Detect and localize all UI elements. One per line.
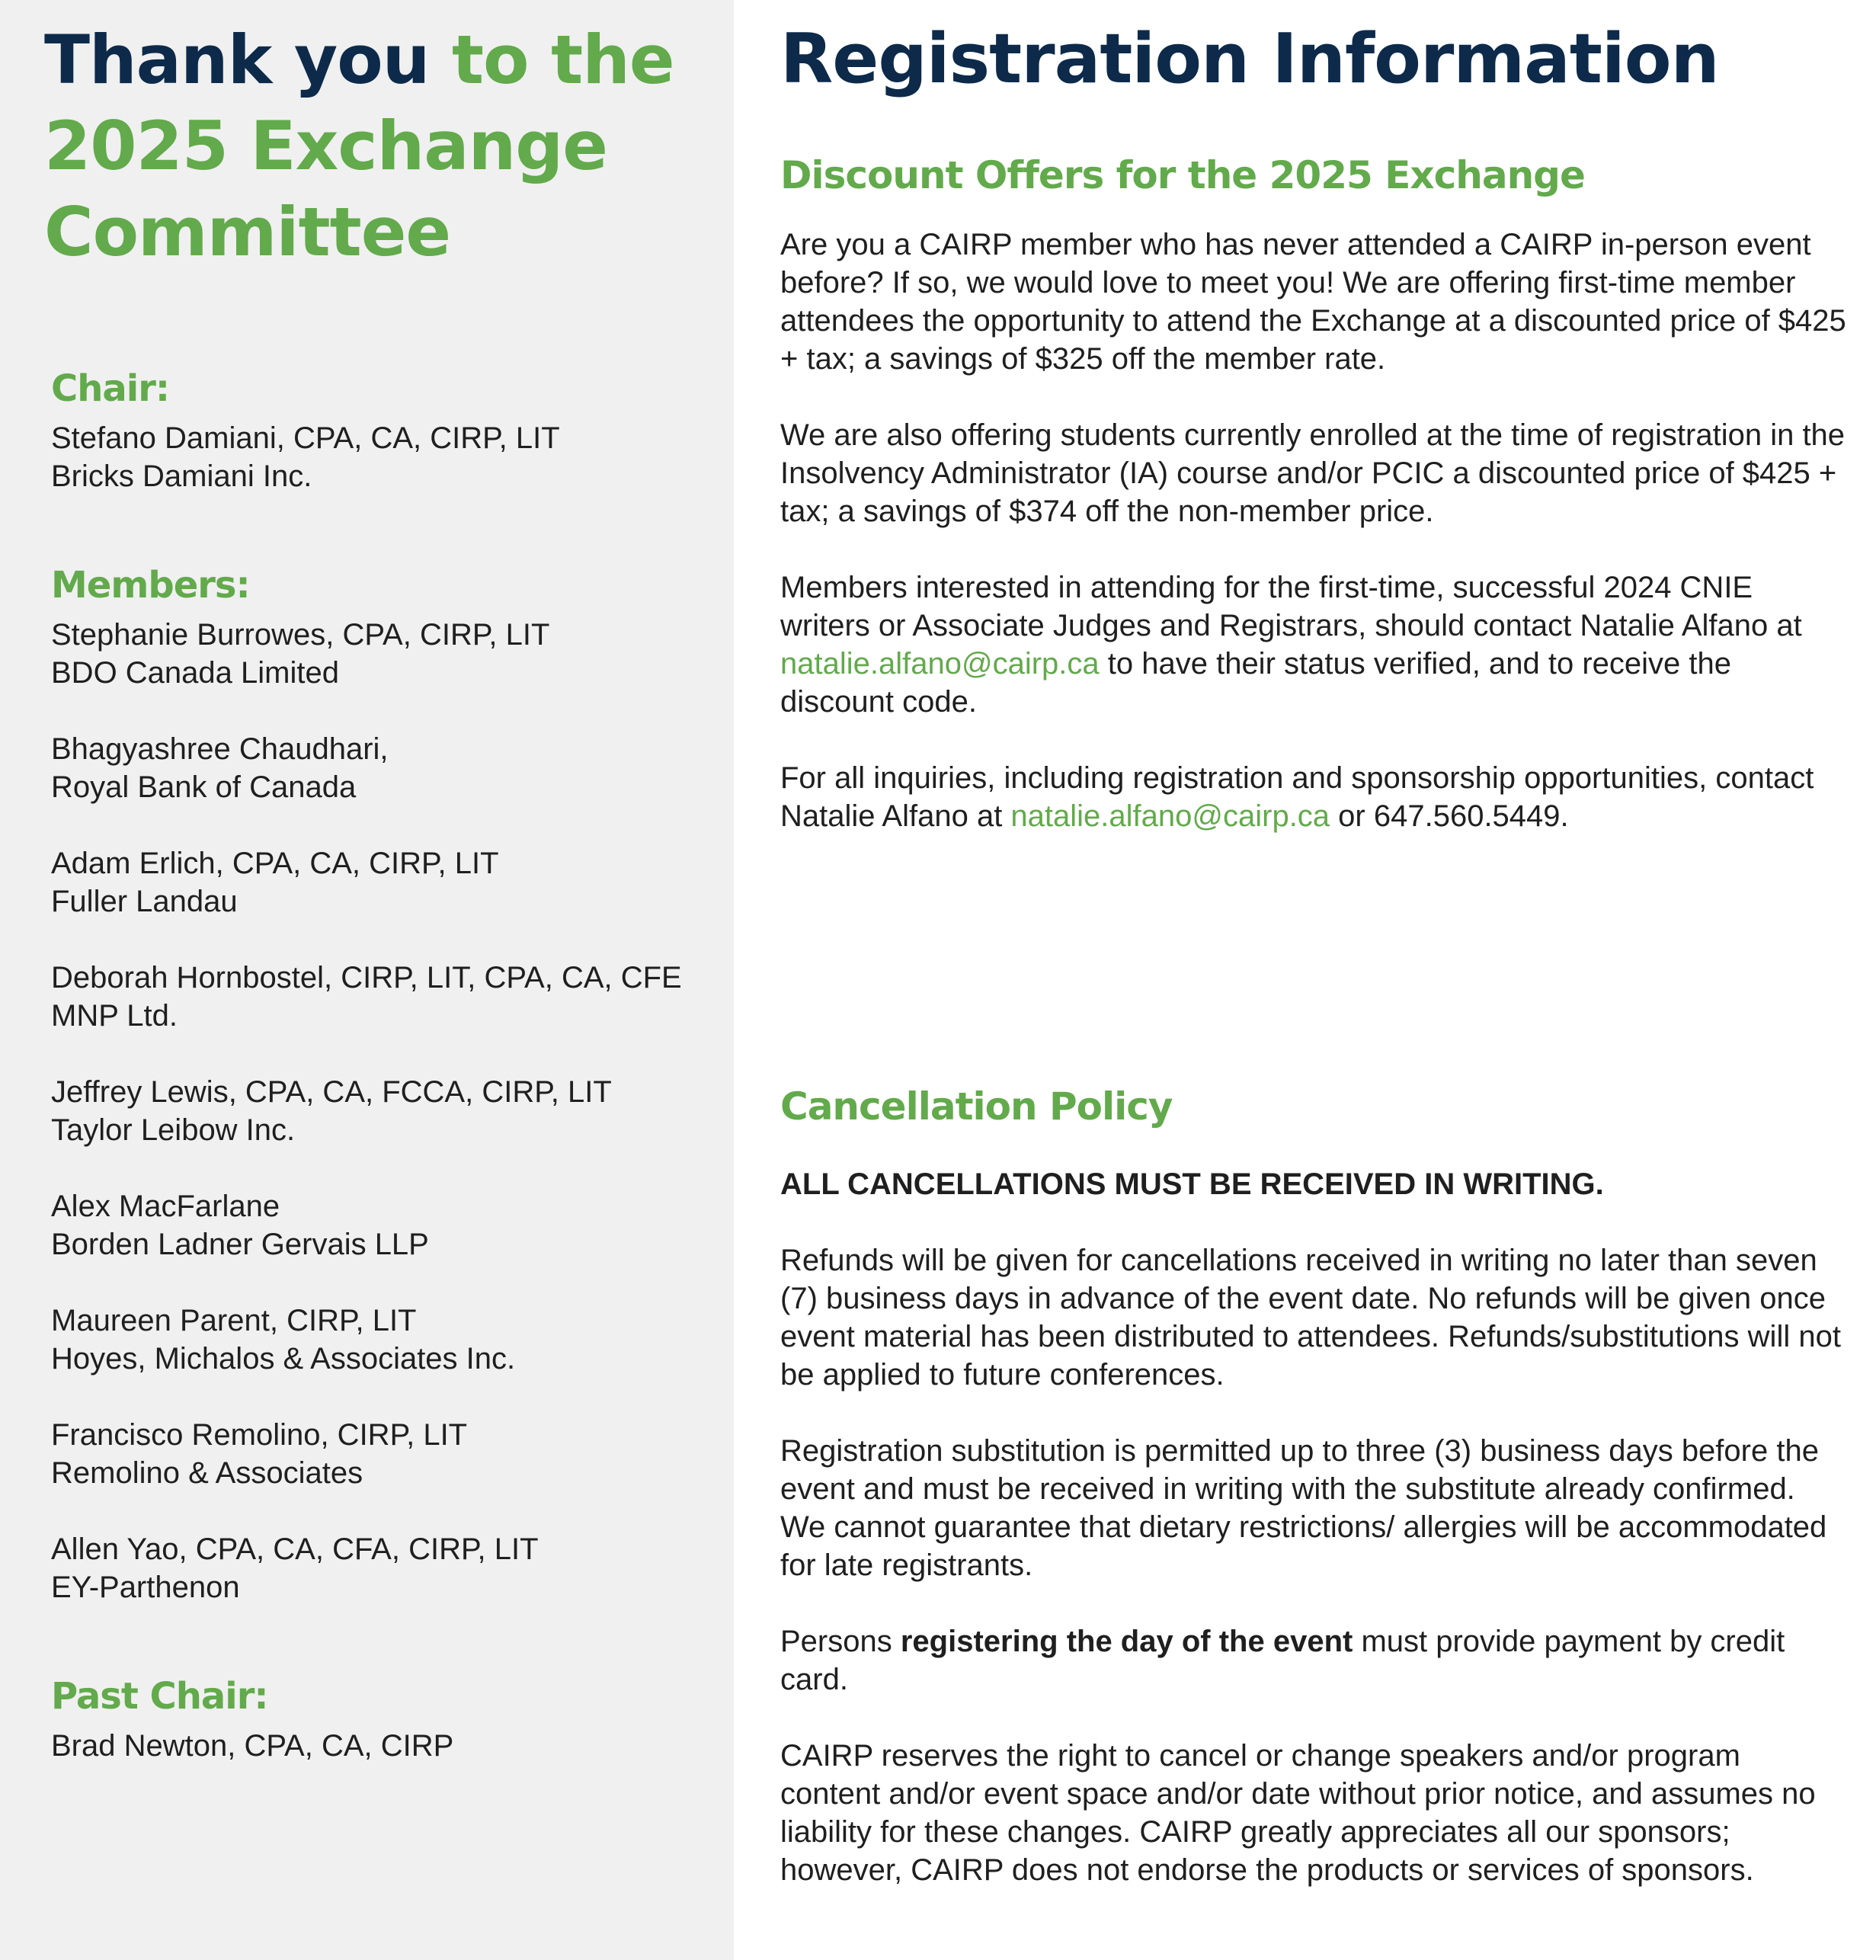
cancellation-notice: ALL CANCELLATIONS MUST BE RECEIVED IN WRITING.	[780, 1167, 1604, 1201]
member-org: Fuller Landau	[51, 885, 238, 918]
member-entry	[51, 730, 682, 806]
policy-paragraph: CAIRP reserves the right to cancel or change speakers and/or program content and/or event space and/or date without prior notice, and assumes no liability for these changes. CAIRP greatly appreciates all our sponsors; however, CAIRP does not endorse the products or services of sponsors.	[780, 1739, 1816, 1887]
member-entry	[51, 1302, 682, 1378]
past-chair-heading: Past Chair:	[51, 1675, 268, 1718]
chair-heading: Chair:	[51, 367, 170, 410]
committee-title	[44, 17, 674, 275]
member-entry	[51, 844, 682, 921]
member-org: Remolino & Associates	[51, 1456, 363, 1490]
chair-name: Stefano Damiani, CPA, CA, CIRP, LIT	[51, 421, 560, 455]
registration-title: Registration Information	[780, 19, 1719, 99]
contact-text: to have their status verified, and to receive the discount code.	[780, 647, 1731, 719]
member-name: Stephanie Burrowes, CPA, CIRP, LIT	[51, 618, 550, 652]
title-committee: Committee	[44, 193, 451, 271]
policy-paragraph	[780, 1622, 1847, 1699]
discount-paragraph: We are also offering students currently enrolled at the time of registration in the Insolvency Administrator (IA) course and/or PCIC a discounted price of $425 + tax; a savings of $374 off the non-member price.	[780, 418, 1846, 528]
member-name: Bhagyashree Chaudhari,	[51, 732, 389, 766]
member-entry	[51, 616, 682, 692]
member-org: Taylor Leibow Inc.	[51, 1113, 296, 1147]
policy-emphasis: registering the day of the event	[900, 1625, 1353, 1658]
policy-paragraph: Refunds will be given for cancellations received in writing no later than seven (7) business days in advance of the event date. No refunds will be given once event material has been distributed to attendees. Refunds/substitutions will not be applied to future conferences.	[780, 1244, 1841, 1392]
member-org: Borden Ladner Gervais LLP	[51, 1228, 429, 1261]
member-name: Maureen Parent, CIRP, LIT	[51, 1304, 417, 1337]
past-chair-section	[51, 1673, 453, 1765]
committee-panel	[0, 0, 734, 1960]
title-to-the: to the	[451, 21, 674, 99]
chair-org: Bricks Damiani Inc.	[51, 460, 312, 493]
member-org: BDO Canada Limited	[51, 656, 339, 690]
member-entry	[51, 1073, 682, 1149]
members-heading: Members:	[51, 564, 250, 607]
member-name: Deborah Hornbostel, CIRP, LIT, CPA, CA, CFE	[51, 961, 682, 994]
email-link[interactable]: natalie.alfano@cairp.ca	[780, 647, 1100, 681]
contact-text: Members interested in attending for the first-time, successful 2024 CNIE writers or Associate Judges and Registrars, should contact Natalie Alfano at	[780, 571, 1802, 642]
email-link[interactable]: natalie.alfano@cairp.ca	[1010, 799, 1330, 833]
member-name: Alex MacFarlane	[51, 1190, 280, 1223]
member-entry	[51, 959, 682, 1035]
chair-section	[51, 366, 560, 495]
members-section	[51, 562, 682, 1645]
member-entry	[51, 1187, 682, 1263]
member-name: Allen Yao, CPA, CA, CFA, CIRP, LIT	[51, 1532, 539, 1566]
member-org: Royal Bank of Canada	[51, 770, 357, 804]
member-name: Francisco Remolino, CIRP, LIT	[51, 1418, 468, 1452]
inquiries-paragraph	[780, 759, 1847, 835]
title-thank-you: Thank you	[44, 21, 430, 99]
member-org: Hoyes, Michalos & Associates Inc.	[51, 1342, 516, 1376]
cancellation-body	[780, 1165, 1847, 1927]
policy-paragraph: Registration substitution is permitted up to three (3) business days before the event and must be received in writing with the substitute already confirmed. We cannot guarantee that dietary restrictions/ allergies will be accommodated for late registrants.	[780, 1434, 1827, 1582]
member-org: MNP Ltd.	[51, 999, 178, 1033]
member-entry	[51, 1416, 682, 1492]
member-entry	[51, 1530, 682, 1606]
title-exchange: 2025 Exchange	[44, 107, 607, 185]
registration-panel	[734, 0, 1876, 1960]
inquiries-text: or 647.560.5449.	[1330, 799, 1569, 833]
past-chair-name: Brad Newton, CPA, CA, CIRP	[51, 1729, 454, 1763]
member-name: Jeffrey Lewis, CPA, CA, FCCA, CIRP, LIT	[51, 1075, 612, 1109]
policy-text: must provide payment by credit card.	[780, 1625, 1785, 1696]
member-name: Adam Erlich, CPA, CA, CIRP, LIT	[51, 847, 499, 880]
inquiries-text: For all inquiries, including registration and sponsorship opportunities, contact Natalie Alfano at	[780, 761, 1814, 833]
discount-heading: Discount Offers for the 2025 Exchange	[780, 153, 1585, 197]
discount-contact-paragraph	[780, 568, 1847, 721]
discount-body	[780, 226, 1847, 873]
member-org: EY-Parthenon	[51, 1571, 240, 1604]
discount-paragraph: Are you a CAIRP member who has never attended a CAIRP in-person event before? If so, we would love to meet you! We are offering first-time member attendees the opportunity to attend the Exchange at a discounted price of $425 + tax; a savings of $325 off the member rate.	[780, 228, 1846, 376]
policy-text: Persons	[780, 1625, 901, 1658]
cancellation-heading: Cancellation Policy	[780, 1084, 1173, 1129]
